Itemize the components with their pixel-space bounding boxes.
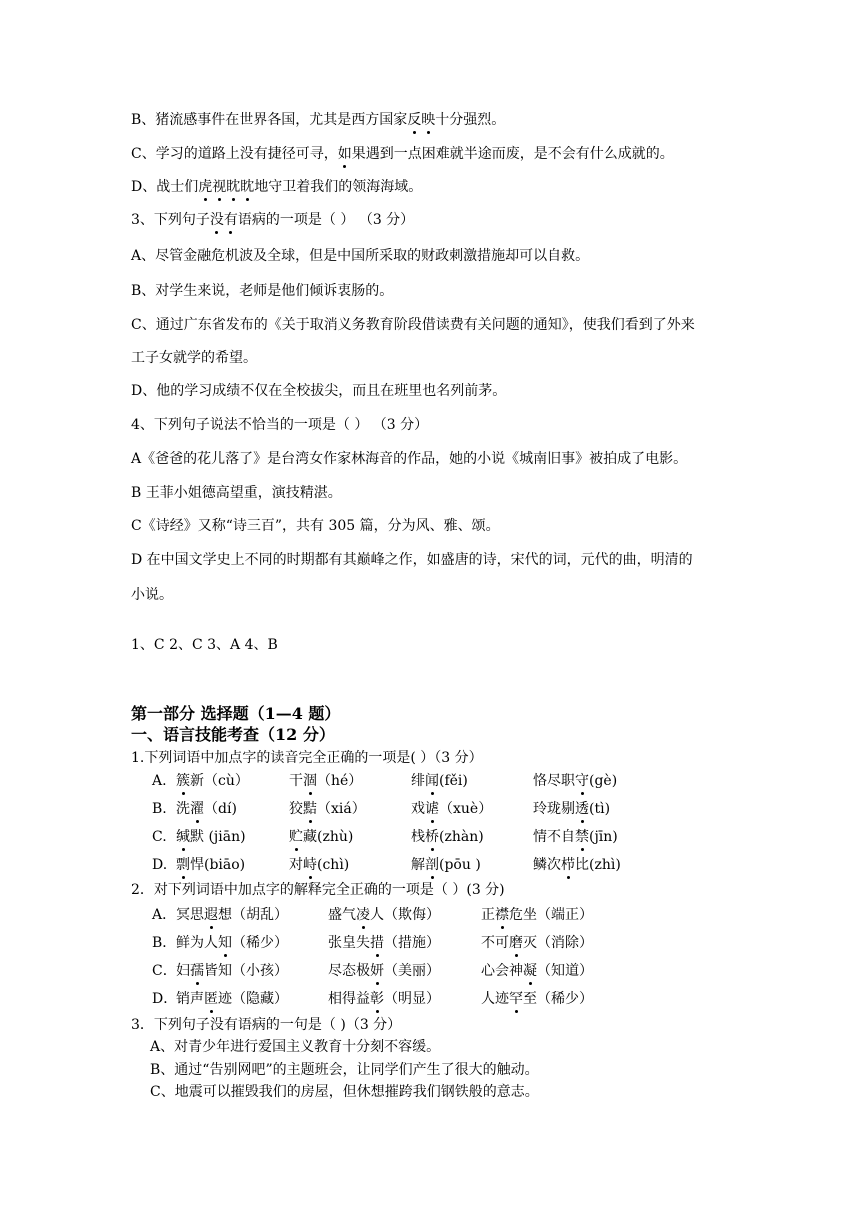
q1-word: 玲珑剔透(tì) bbox=[533, 801, 611, 817]
q1-word: 狡黠（xiá） bbox=[289, 801, 366, 817]
q1-word: 缄默 (jiān) bbox=[176, 829, 246, 845]
q1-word: 鳞次栉比(zhì) bbox=[533, 857, 621, 873]
q1-word: 贮藏(zhù) bbox=[289, 829, 354, 845]
q2-word: 销声匿迹（隐藏） bbox=[176, 991, 288, 1007]
q1-word: 簇新（cù） bbox=[176, 773, 249, 789]
dotted-char: 虎 bbox=[198, 179, 213, 195]
dotted-char: 映 bbox=[421, 112, 436, 128]
dotted-char: 闻 bbox=[425, 773, 439, 789]
q3-option-c-line1: C、通过广东省发布的《关于取消义务教育阶段借读费有关问题的通知》，使我们看到了外来 bbox=[131, 317, 695, 333]
dotted-char: 谑 bbox=[425, 801, 439, 817]
q1-option-label: A. bbox=[152, 773, 167, 789]
q1-word: 恪尽职守(gè) bbox=[533, 773, 618, 789]
q2-option-label: C． bbox=[152, 963, 177, 979]
dotted-char: 眈 bbox=[240, 179, 255, 195]
dotted-char: 彰 bbox=[370, 991, 384, 1007]
q2-word: 尽态极妍（美丽） bbox=[328, 963, 440, 979]
q1-word: 剽悍(biāo) bbox=[176, 857, 246, 873]
question-1-prompt: 1.下列词语中加点字的读音完全正确的一项是( ）（3 分） bbox=[131, 750, 483, 766]
q4-option-b: B 王菲小姐德高望重，演技精湛。 bbox=[131, 485, 342, 501]
dotted-char: 透 bbox=[575, 801, 589, 817]
q4-option-c: C《诗经》又称“诗三百”，共有 305 篇，分为风、雅、颂。 bbox=[131, 518, 500, 534]
q1-word: 解剖(pōu ) bbox=[411, 857, 481, 873]
q1-word: 对峙(chì) bbox=[289, 857, 350, 873]
q3-option-c-line2: 工子女就学的希望。 bbox=[131, 350, 257, 366]
q2-option-label: D． bbox=[152, 991, 178, 1007]
dotted-char: 剖 bbox=[425, 857, 439, 873]
dotted-char: 如 bbox=[337, 146, 352, 162]
q2-word: 不可磨灭（消除） bbox=[481, 935, 593, 951]
q3b-option-a: A、对青少年进行爱国主义教育十分刻不容缓。 bbox=[150, 1039, 441, 1055]
q1-word: 情不自禁(jīn) bbox=[533, 829, 618, 845]
q2-word: 心会神凝（知道） bbox=[481, 963, 593, 979]
dotted-char: 眈 bbox=[226, 179, 241, 195]
q1-word: 栈桥(zhàn) bbox=[411, 829, 484, 845]
dotted-char: 凝 bbox=[523, 963, 537, 979]
section-heading: 第一部分 选择题（1—4 题） bbox=[131, 704, 341, 723]
dotted-char: 罕 bbox=[509, 991, 523, 1007]
q1-option-label: C. bbox=[152, 829, 167, 845]
q1-word: 绯闻(fěi) bbox=[411, 773, 468, 789]
q2-word: 盛气凌人（欺侮） bbox=[328, 907, 440, 923]
q2-word: 冥思遐想（胡乱） bbox=[176, 907, 288, 923]
q4-option-d-line2: 小说。 bbox=[131, 587, 173, 603]
dotted-char: 匿 bbox=[204, 991, 218, 1007]
answer-key: 1、C 2、C 3、A 4、B bbox=[131, 637, 278, 653]
dotted-char: 剽 bbox=[176, 857, 190, 873]
dotted-char: 孺 bbox=[190, 963, 204, 979]
dotted-char: 濯 bbox=[190, 801, 204, 817]
q4-option-d-line1: D 在中国文学史上不同的时期都有其巅峰之作，如盛唐的诗，宋代的词，元代的曲，明清的 bbox=[131, 552, 693, 568]
question-3-prompt: 3、下列句子没有语病的一项是（ ） （3 分） bbox=[131, 212, 415, 228]
q1-word: 干涸（hé） bbox=[289, 773, 363, 789]
question-2-prompt: 2．对下列词语中加点字的解释完全正确的一项是（ ）(3 分) bbox=[131, 882, 505, 898]
dotted-char: 磨 bbox=[509, 935, 523, 951]
q2-word: 鲜为人知（稀少） bbox=[176, 935, 288, 951]
dotted-char: 簇 bbox=[176, 773, 190, 789]
dotted-char: 黠 bbox=[303, 801, 317, 817]
q4-option-a: A《爸爸的花儿落了》是台湾女作家林海音的作品，她的小说《城南旧事》被拍成了电影。 bbox=[131, 451, 688, 467]
dotted-char: 缄 bbox=[176, 829, 190, 845]
dotted-char: 反 bbox=[407, 112, 422, 128]
q3b-option-c: C、地震可以摧毁我们的房屋，但休想摧跨我们钢铁般的意志。 bbox=[150, 1084, 539, 1100]
dotted-char: 知 bbox=[218, 935, 232, 951]
dotted-char: 峙 bbox=[303, 857, 317, 873]
dotted-char: 桥 bbox=[425, 829, 439, 845]
q2-word: 妇孺皆知（小孩） bbox=[176, 963, 288, 979]
dotted-char: 尽职守(gè) bbox=[547, 773, 618, 789]
option-b-line: B、猪流感事件在世界各国，尤其是西方国家反映十分强烈。 bbox=[131, 112, 506, 128]
dotted-char: 妍 bbox=[370, 963, 384, 979]
dotted-char: 措 bbox=[370, 935, 384, 951]
q2-word: 正襟危坐（端正） bbox=[481, 907, 593, 923]
q2-option-label: A． bbox=[152, 907, 177, 923]
dotted-char: 栉 bbox=[561, 857, 575, 873]
q2-word: 相得益彰（明显） bbox=[328, 991, 440, 1007]
q2-option-label: B． bbox=[152, 935, 177, 951]
q1-word: 戏谑（xuè） bbox=[411, 801, 493, 817]
option-d-line: D、战士们虎视眈眈地守卫着我们的领海海域。 bbox=[131, 179, 423, 195]
q1-option-label: D. bbox=[152, 857, 168, 873]
question-4-prompt: 4、下列句子说法不恰当的一项是（ ） （3 分） bbox=[131, 417, 429, 433]
dotted-char: 视 bbox=[212, 179, 227, 195]
dotted-char: 襟 bbox=[495, 907, 509, 923]
dotted-char: 贮 bbox=[289, 829, 303, 845]
q2-word: 人迹罕至（稀少） bbox=[481, 991, 593, 1007]
q3-option-b: B、对学生来说，老师是他们倾诉衷肠的。 bbox=[131, 283, 394, 299]
dotted-char: 遐 bbox=[204, 907, 218, 923]
q3-option-a: A、尽管金融危机波及全球，但是中国所采取的财政刺激措施却可以自救。 bbox=[131, 248, 590, 264]
q1-option-label: B. bbox=[152, 801, 167, 817]
dotted-char: 凌 bbox=[356, 907, 370, 923]
q2-word: 张皇失措（措施） bbox=[328, 935, 440, 951]
dotted-char: 禁 bbox=[575, 829, 589, 845]
dotted-char: 涸 bbox=[303, 773, 317, 789]
option-c-line: C、学习的道路上没有捷径可寻，如果遇到一点困难就半途而废，是不会有什么成就的。 bbox=[131, 146, 674, 162]
q3-option-d: D、他的学习成绩不仅在全校拔尖，而且在班里也名列前茅。 bbox=[131, 383, 507, 399]
q3b-option-b: B、通过“告别网吧”的主题班会，让同学们产生了很大的触动。 bbox=[150, 1062, 539, 1078]
dotted-char: 没 bbox=[209, 212, 224, 228]
subsection-heading: 一、语言技能考查（12 分） bbox=[131, 725, 335, 744]
dotted-char: 有 bbox=[223, 212, 238, 228]
q1-word: 洗濯（dí) bbox=[176, 801, 237, 817]
question-3b-prompt: 3．下列句子没有语病的一句是（ )（3 分） bbox=[131, 1017, 402, 1033]
